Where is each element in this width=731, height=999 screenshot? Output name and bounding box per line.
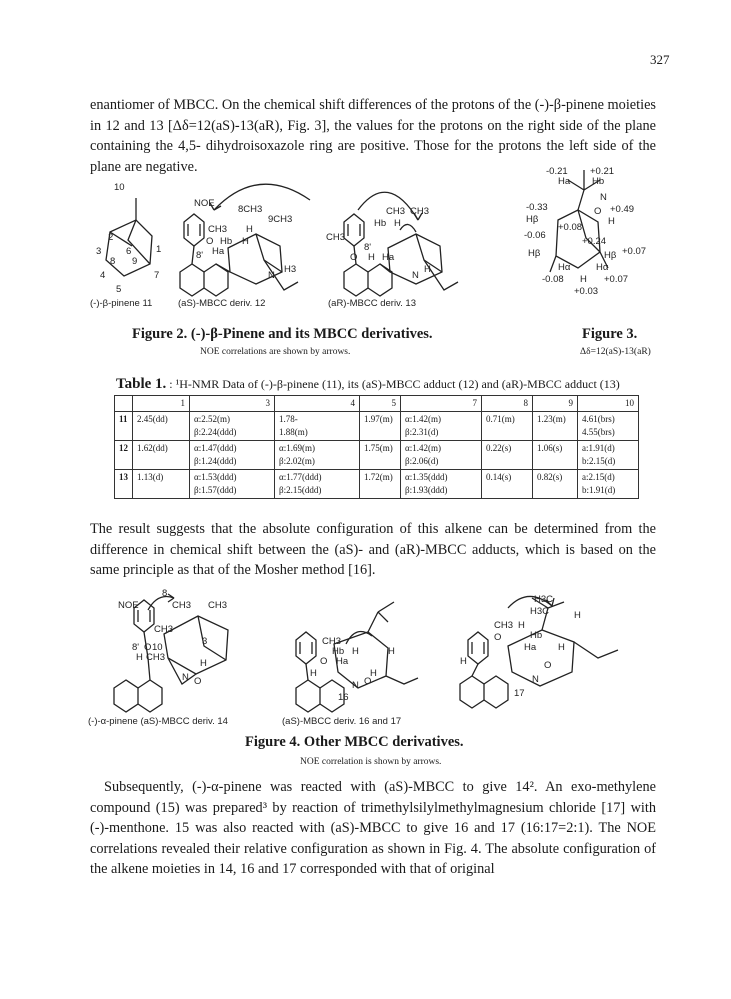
- fig4-ch3-16: CH3: [322, 636, 342, 647]
- dd-h-bottom: +0.03: [574, 286, 599, 297]
- label-ha-13: Ha: [382, 252, 395, 263]
- fig4-noe: NOE: [118, 600, 139, 611]
- label-c1: 1: [156, 244, 162, 255]
- label-h-13: H: [394, 218, 401, 229]
- row-id: 13: [115, 470, 133, 499]
- label-ch3-13b: CH3: [410, 206, 430, 217]
- cell-h3-alpha: α:1.47(ddd): [194, 443, 237, 453]
- th-3: 3: [190, 396, 275, 412]
- cell-h8: 0.22(s): [482, 441, 533, 470]
- fig4-n-14: N: [182, 672, 189, 683]
- label-8p-12: 8': [196, 250, 204, 261]
- fig4-ha-17: Ha: [524, 642, 537, 653]
- cell-h7-beta: β:2.31(d): [405, 427, 439, 437]
- figure-3-caption: Figure 3.: [582, 326, 638, 342]
- dd-halpha-mid: +0.08: [558, 222, 583, 233]
- label-o-13: O: [350, 252, 358, 263]
- cell-h8: 0.14(s): [482, 470, 533, 499]
- label-c3: 3: [96, 246, 102, 257]
- fig4-h-16d: H: [370, 668, 377, 679]
- cell-h5: 1.72(m): [360, 470, 401, 499]
- dd-h-right: +0.49: [610, 204, 635, 215]
- figure-2-3-structures: [88, 160, 668, 325]
- label-deriv-12: (aS)-MBCC deriv. 12: [178, 298, 266, 309]
- cell-h9: 1.06(s): [533, 441, 578, 470]
- label-oh-13: H: [424, 264, 431, 275]
- label-c6: 6: [126, 246, 132, 257]
- fig4-ha-16: Ha: [336, 656, 349, 667]
- label-pinene-11: (-)-β-pinene 11: [90, 298, 153, 309]
- fig4-h-17c: H: [558, 642, 565, 653]
- label-hb-12: Hb: [220, 236, 233, 247]
- cell-h7-alpha: α:1.42(m): [405, 443, 441, 453]
- fig4-h-17b: H: [518, 620, 525, 631]
- dd-hbeta-top: -0.33: [526, 202, 548, 213]
- label-h-13b: H: [368, 252, 375, 263]
- fig4-label-8: 8: [162, 588, 168, 599]
- cell-h3: [190, 441, 275, 470]
- page-number: 327: [650, 52, 670, 67]
- fig4-o-14: O: [144, 642, 152, 653]
- label-n-13: N: [412, 270, 419, 281]
- cell-h4: [275, 412, 360, 441]
- fig4-n-17: N: [532, 674, 539, 685]
- label-c8: 8: [110, 256, 116, 267]
- figure-4-structures: [88, 588, 668, 728]
- label-ha-12: Ha: [212, 246, 225, 257]
- th-9: 9: [533, 396, 578, 412]
- cell-h10: [578, 470, 639, 499]
- fig4-h-16a: H: [352, 646, 359, 657]
- fig4-ch3-17: CH3: [494, 620, 514, 631]
- cell-h7: [401, 441, 482, 470]
- fig4-h-16b: H: [388, 646, 395, 657]
- cell-h5: 1.75(m): [360, 441, 401, 470]
- cell-h4-a: α:1.77(ddd): [279, 472, 322, 482]
- label-c2: 2: [108, 232, 114, 243]
- table-1-title: [116, 376, 620, 393]
- figure-3-subcaption: Δδ=12(aS)-13(aR): [580, 347, 651, 357]
- fig4-ch3-14b: CH3: [208, 600, 228, 611]
- cell-h1: 2.45(dd): [133, 412, 190, 441]
- fig4-o-16b: O: [364, 676, 372, 687]
- figure-4-subcaption: NOE correlation is shown by arrows.: [300, 757, 442, 767]
- cell-h4-b: 1.88(m): [279, 427, 308, 437]
- cell-h4-b: β:2.15(ddd): [279, 485, 322, 495]
- fig4-h-17a: H: [574, 610, 581, 621]
- th-1: 1: [133, 396, 190, 412]
- label-hb-13: Hb: [374, 218, 387, 229]
- fig3-hbeta-top: Hβ: [526, 214, 539, 225]
- label-ch3-13a: CH3: [386, 206, 406, 217]
- th-5: 5: [360, 396, 401, 412]
- row-id: 11: [115, 412, 133, 441]
- dd-halpha-left: -0.06: [524, 230, 546, 241]
- fig4-h-16c: H: [310, 668, 317, 679]
- label-deriv-13: (aR)-MBCC deriv. 13: [328, 298, 416, 309]
- th-4: 4: [275, 396, 360, 412]
- label-c4: 4: [100, 270, 106, 281]
- fig3-o: O: [594, 206, 602, 217]
- label-c10: 10: [114, 182, 125, 193]
- cell-h10-a: 4.61(brs): [582, 414, 615, 424]
- label-c5: 5: [116, 284, 122, 295]
- fig4-ch3-14d: CH3: [146, 652, 166, 663]
- fig4-o-17b: O: [544, 660, 552, 671]
- label-n-12: N: [268, 270, 275, 281]
- cell-h3-beta: β:1.24(ddd): [194, 456, 237, 466]
- dd-ha: -0.21: [546, 166, 568, 177]
- cell-h5: 1.97(m): [360, 412, 401, 441]
- fig3-ha: Ha: [558, 176, 571, 187]
- label-h-12b: H: [242, 236, 249, 247]
- label-h3-12: H3: [284, 264, 297, 275]
- dd-hbeta-right: +0.07: [622, 246, 647, 257]
- fig4-ch3-14a: CH3: [172, 600, 192, 611]
- fig4-hb-16: Hb: [332, 646, 345, 657]
- fig3-hb: Hb: [592, 176, 605, 187]
- paragraph-2: The result suggests that the absolute configuration of this alkene can be determined from the difference in chemical shift between the (aS)- and (aR)-MBCC adducts, which is based on the same principle as that of the Mosher method [16].: [90, 521, 656, 578]
- label-ch3-13c: CH3: [326, 232, 346, 243]
- label-c7: 7: [154, 270, 160, 281]
- fig3-h-right: H: [608, 216, 615, 227]
- cell-h10: [578, 412, 639, 441]
- label-8p-13: 8': [364, 242, 372, 253]
- fig4-o-14b: O: [194, 676, 202, 687]
- table-1-label: Table 1.: [116, 376, 167, 392]
- fig4-h3c-17b: H3C: [530, 606, 550, 617]
- fig3-n: N: [600, 192, 607, 203]
- table-row: [115, 470, 639, 499]
- fig4-h-17d: H: [460, 656, 467, 667]
- figure-2-subcaption: NOE correlations are shown by arrows.: [200, 347, 351, 357]
- dd-halpha-br: +0.07: [604, 274, 629, 285]
- fig4-label-10: 10: [152, 642, 163, 653]
- label-9ch3: 9CH3: [268, 214, 293, 225]
- label-noe-12: NOE: [194, 198, 215, 209]
- cell-h10: [578, 441, 639, 470]
- cell-h9: 1.23(m): [533, 412, 578, 441]
- label-ch3-12: CH3: [208, 224, 228, 235]
- cell-h3: [190, 470, 275, 499]
- fig3-hbeta-left: Hβ: [528, 248, 541, 259]
- th-10: 10: [578, 396, 639, 412]
- fig3-halpha-br: Hα: [596, 262, 609, 273]
- cell-h3-alpha: α:1.53(ddd): [194, 472, 237, 482]
- row-id: 12: [115, 441, 133, 470]
- fig4-label-8p: 8': [132, 642, 140, 653]
- label-8ch3: 8CH3: [238, 204, 263, 215]
- cell-h7: [401, 470, 482, 499]
- fig4-h3c-17a: H3C: [534, 594, 554, 605]
- table-1-description: : ¹H-NMR Data of (-)-β-pinene (11), its (aS)-MBCC adduct (12) and (aR)-MBCC adduct (13): [169, 377, 620, 391]
- dd-hb: +0.21: [590, 166, 615, 177]
- paragraph-1: enantiomer of MBCC. On the chemical shift differences of the protons of the (-)-β-pinene moieties in 12 and 13 [Δδ=12(aS)-13(aR), Fig. 3], the values for the protons on the right side of the plane containing the 4,5- dihydroisoxazole ring are positive. Those for the protons the left side of the plane are negative.: [90, 97, 656, 175]
- cell-h7-alpha: α:1.35(ddd): [405, 472, 448, 482]
- cell-h1: 1.62(dd): [133, 441, 190, 470]
- fig4-label-16: 16: [338, 692, 349, 703]
- cell-h7-beta: β:1.93(ddd): [405, 485, 448, 495]
- fig4-label-deriv14: (-)-α-pinene (aS)-MBCC deriv. 14: [88, 716, 228, 727]
- cell-h3: [190, 412, 275, 441]
- fig4-label-deriv1617: (aS)-MBCC deriv. 16 and 17: [282, 716, 402, 727]
- fig3-h-bottom: H: [580, 274, 587, 285]
- fig3-hbeta-right: Hβ: [604, 250, 617, 261]
- dd-halpha-bl: -0.08: [542, 274, 564, 285]
- table-row: [115, 412, 639, 441]
- cell-h7-alpha: α:1.42(m): [405, 414, 441, 424]
- fig4-o-17: O: [494, 632, 502, 643]
- cell-h9: 0.82(s): [533, 470, 578, 499]
- paragraph-3: Subsequently, (-)-α-pinene was reacted with (aS)-MBCC to give 14². An exo-methylene compound (15) was prepared³ by reaction of trimethylsilylmethylmagnesium chloride [17] with (-)-menthone. 15 was also reacted with (aS)-MBCC to give 16 and 17 (16:17=2:1). The NOE correlations revealed their relative configuration as shown in Fig. 4. The absolute configuration of the alkene moieties in 14, 16 and 17 corresponded with that of original: [90, 779, 656, 877]
- fig4-hb-17: Hb: [530, 630, 543, 641]
- th-7: 7: [401, 396, 482, 412]
- fig4-h-14b: H: [200, 658, 207, 669]
- cell-h1: 1.13(d): [133, 470, 190, 499]
- table-row: [115, 441, 639, 470]
- cell-h4-b: β:2.02(m): [279, 456, 315, 466]
- cell-h10-a: a:2.15(d): [582, 472, 615, 482]
- cell-h8: 0.71(m): [482, 412, 533, 441]
- fig4-ch3-14c: CH3: [154, 624, 174, 635]
- th-8: 8: [482, 396, 533, 412]
- cell-h10-b: 4.55(brs): [582, 427, 615, 437]
- fig4-n-16: N: [352, 680, 359, 691]
- th-blank: [115, 396, 133, 412]
- figure-4-caption: Figure 4. Other MBCC derivatives.: [245, 734, 464, 750]
- cell-h4: [275, 470, 360, 499]
- cell-h4-a: α:1.69(m): [279, 443, 315, 453]
- fig4-o-16: O: [320, 656, 328, 667]
- cell-h4-a: 1.78-: [279, 414, 298, 424]
- cell-h3-beta: β:2.24(ddd): [194, 427, 237, 437]
- nmr-table: [114, 395, 639, 499]
- cell-h10-a: a:1.91(d): [582, 443, 615, 453]
- cell-h3-beta: β:1.57(ddd): [194, 485, 237, 495]
- label-o-12: O: [206, 236, 214, 247]
- figure-2-caption: Figure 2. (-)-β-Pinene and its MBCC derivatives.: [132, 326, 433, 342]
- label-h-12a: H: [246, 224, 253, 235]
- label-c9: 9: [132, 256, 138, 267]
- fig4-h-14a: H: [136, 652, 143, 663]
- dd-center: +0.24: [582, 236, 607, 247]
- cell-h4: [275, 441, 360, 470]
- cell-h10-b: b:1.91(d): [582, 485, 616, 495]
- table-header-row: [115, 396, 639, 412]
- fig4-label-17: 17: [514, 688, 525, 699]
- cell-h7-beta: β:2.06(d): [405, 456, 439, 466]
- fig4-label-3: 3: [202, 636, 208, 647]
- fig3-halpha-bl: Hα: [558, 262, 571, 273]
- cell-h7: [401, 412, 482, 441]
- cell-h3-alpha: α:2.52(m): [194, 414, 230, 424]
- cell-h10-b: b:2.15(d): [582, 456, 616, 466]
